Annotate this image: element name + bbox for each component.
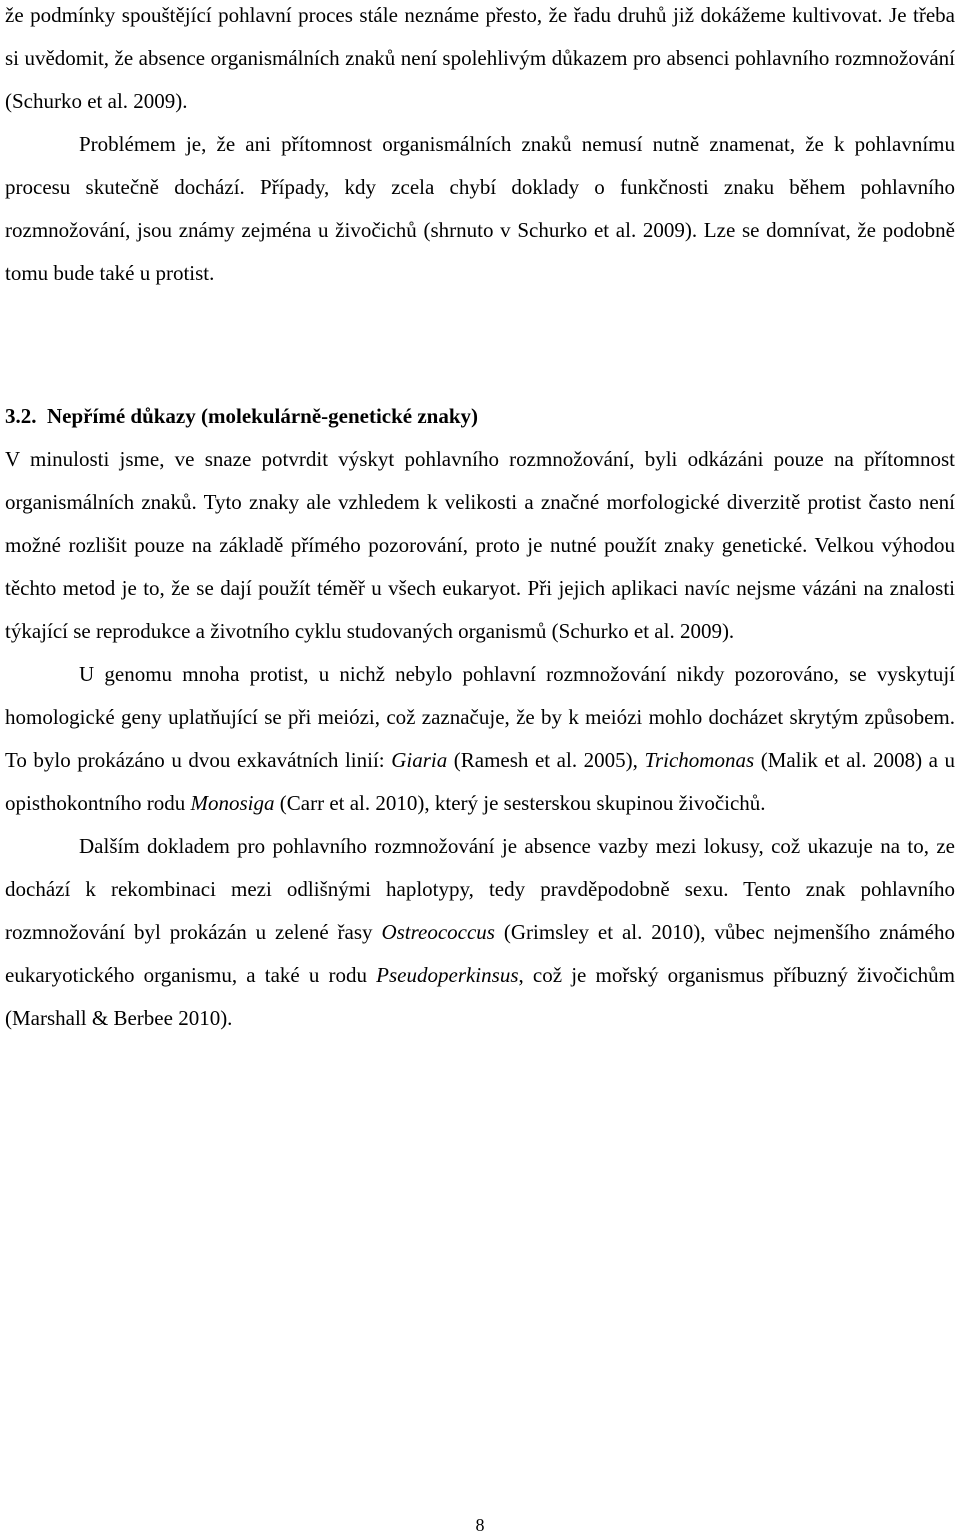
- text-run: , což je mořský organismus příbuzný živočichům (Marshall & Berbee 2010).: [5, 963, 956, 1030]
- taxon-ostreococcus: Ostreococcus: [381, 920, 495, 944]
- taxon-monosiga: Monosiga: [190, 791, 275, 815]
- section-3-2: [5, 395, 955, 1040]
- text-run: U genomu mnoha protist, u nichž nebylo pohlavní rozmnožování nikdy pozorováno, se vyskytují homologické geny uplatňující se při meiózi, což zaznačuje, že by k meiózi mohlo docházet skrytým způsobem. To bylo prokázáno u dvou exkavátních linií:: [5, 662, 955, 772]
- text-run: (Grimsley et al. 2010), vůbec nejmenšího známého eukaryotického organismu, a také u rodu: [5, 920, 955, 987]
- section-heading: 3.2. Nepřímé důkazy (molekulárně-genetické znaky): [5, 404, 479, 428]
- page-number: 8: [475, 1515, 485, 1535]
- taxon-pseudoperkinsus: Pseudoperkinsus: [376, 963, 519, 987]
- text-run: Dalším dokladem pro pohlavního rozmnožování je absence vazby mezi lokusy, což ukazuje na to, ze dochází k rekombinaci mezi odlišnými haplotypy, tedy pravděpodobně sexu. Tento znak pohlavního rozmnožování byl prokázán u zelené řasy: [5, 834, 955, 944]
- text-run: (Carr et al. 2010), který je sesterskou skupinou živočichů.: [274, 791, 766, 815]
- taxon-trichomonas: Trichomonas: [644, 748, 755, 772]
- text-run: (Ramesh et al. 2005),: [447, 748, 645, 772]
- paragraph-meiotic-genes: [5, 653, 955, 825]
- paragraph-linkage: [5, 825, 955, 1040]
- paragraph-continuation: že podmínky spouštějící pohlavní proces stále neznáme přesto, že řadu druhů již dokážeme kultivovat. Je třeba si uvědomit, že absence organismálních znaků není spolehlivým důkazem pro absenci pohlavního rozmnožování (Schurko et al. 2009).: [5, 3, 955, 113]
- document-page: [5, 0, 955, 1040]
- text-run: (Malik et al. 2008) a u opisthokontního rodu: [5, 748, 956, 815]
- paragraph-indirect-evidence: V minulosti jsme, ve snaze potvrdit výskyt pohlavního rozmnožování, byli odkázáni pouze na přítomnost organismálních znaků. Tyto znaky ale vzhledem k velikosti a značné morfologické diverzitě protist často není možné rozlišit pouze na základě přímého pozorování, proto je nutné použít znaky genetické. Velkou výhodou těchto metod je to, že se dají použít téměř u všech eukaryot. Při jejich aplikaci navíc nejsme vázáni na znalosti týkající se reprodukce a životního cyklu studovaných organismů (Schurko et al. 2009).: [5, 447, 955, 643]
- paragraph-problem: Problémem je, že ani přítomnost organismálních znaků nemusí nutně znamenat, že k pohlavnímu procesu skutečně dochází. Případy, kdy zcela chybí doklady o funkčnosti znaku během pohlavního rozmnožování, jsou známy zejména u živočichů (shrnuto v Schurko et al. 2009). Lze se domnívat, že podobně tomu bude také u protist.: [5, 132, 955, 285]
- taxon-giardia: Giaria: [391, 748, 448, 772]
